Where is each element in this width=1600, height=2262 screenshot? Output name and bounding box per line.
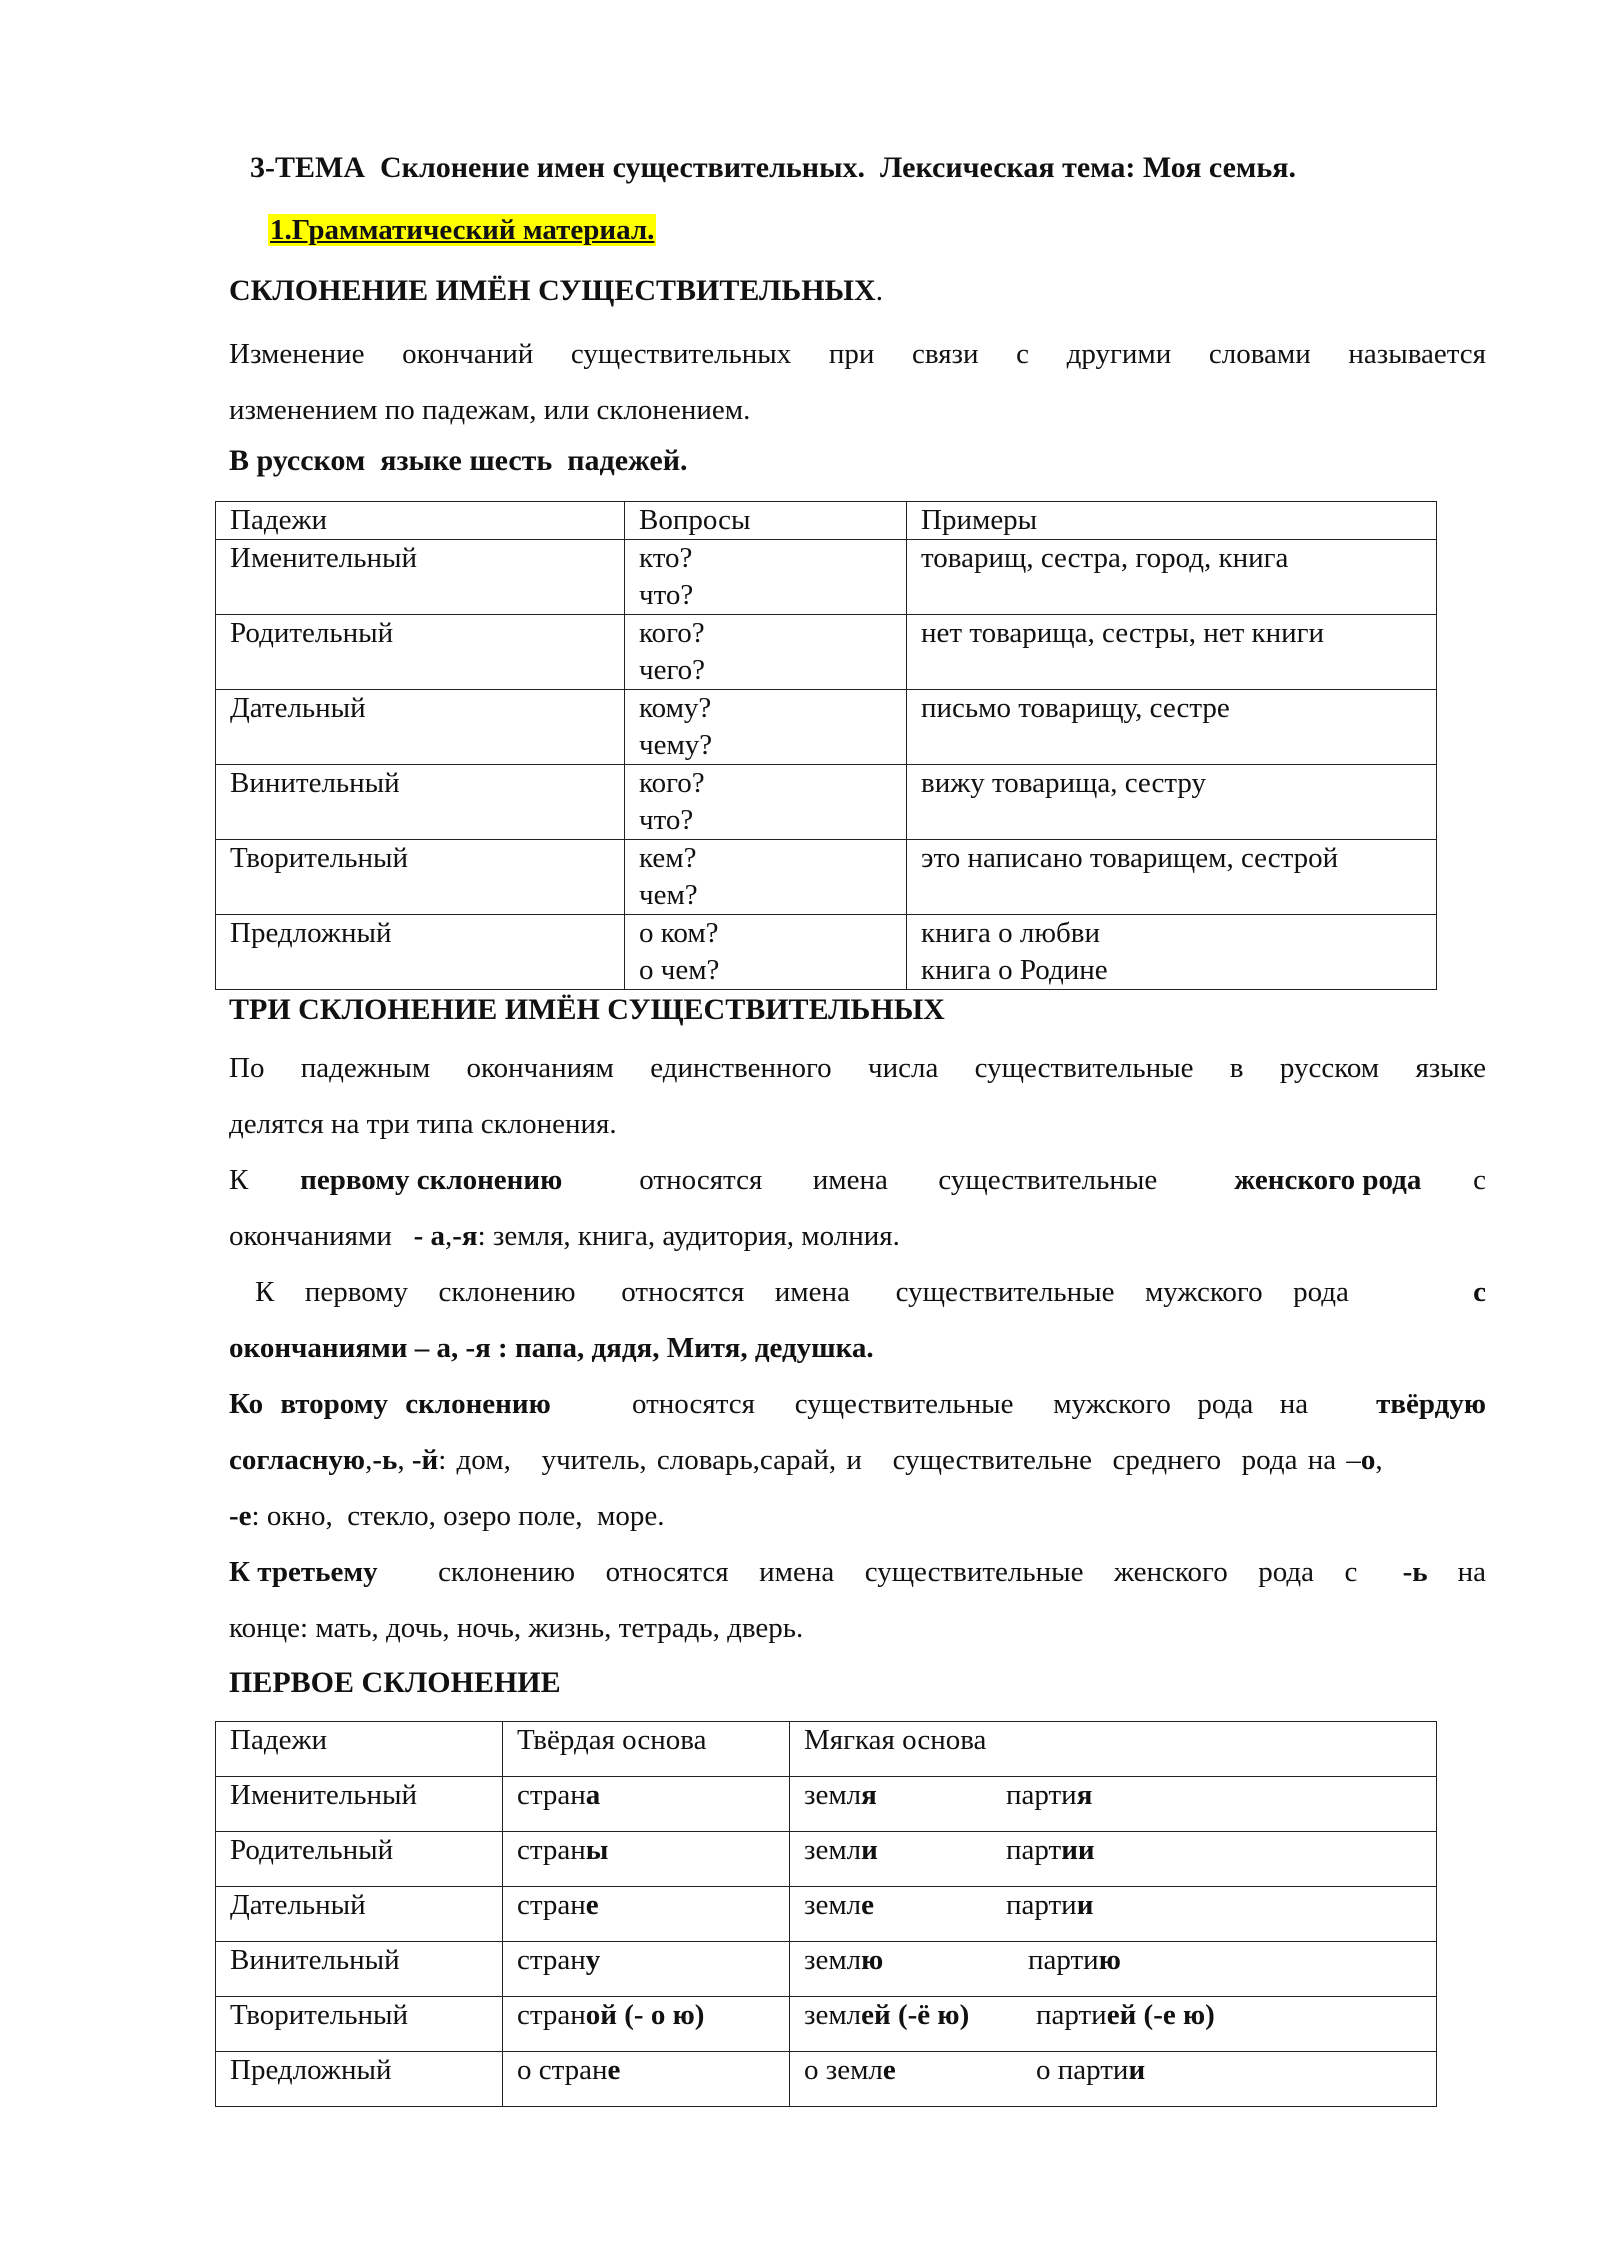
first-declension-table [215, 1721, 1437, 2107]
case-cell: Дательный [216, 690, 625, 765]
text-span: : дом, учитель, словарь,сарай, и существительне среднего рода на – [438, 1444, 1361, 1476]
question-cell [625, 615, 907, 690]
paragraph-line [229, 1544, 1486, 1600]
ending-text: ю [1098, 1944, 1121, 1976]
ending-text: ы [585, 1834, 609, 1866]
text-span: склонению относятся имена существительные женского рода с [407, 1556, 1373, 1588]
text-span: с [1473, 1164, 1486, 1196]
text-span: К первому склонению относятся имена существительные мужского рода [255, 1276, 1365, 1308]
case-cell: Дательный [216, 1887, 503, 1942]
grammar-material-subtitle: 1.Грамматический материал. [270, 214, 655, 246]
three-declensions-heading: ТРИ СКЛОНЕНИЕ ИМЁН СУЩЕСТВИТЕЛЬНЫХ [229, 993, 945, 1026]
question-cell [625, 765, 907, 840]
question-text: кому? [639, 692, 712, 724]
hard-stem-cell [503, 2052, 790, 2107]
bold-term: Ко второму склонению [229, 1388, 551, 1420]
ending-text: я [1076, 1779, 1093, 1811]
ending-text: у [585, 1944, 601, 1976]
hard-stem-cell [503, 1832, 790, 1887]
example-cell [907, 915, 1437, 990]
ending-text: и [861, 1834, 878, 1866]
ending-text: ей (-ё ю) [861, 1999, 970, 2031]
stem-text: стран [517, 1834, 586, 1866]
question-text: кого? [639, 767, 705, 799]
hard-stem-cell [503, 1887, 790, 1942]
bold-term: с [1473, 1276, 1486, 1308]
soft-stem-cell [790, 2052, 1437, 2107]
header-cell: Падежи [216, 502, 625, 540]
subtitle-wrapper [268, 214, 656, 247]
ending-text: и [1128, 2054, 1146, 2086]
table-row [216, 765, 1437, 840]
paragraph-first-declension-masculine [229, 1264, 1486, 1376]
question-text: чему? [639, 729, 713, 761]
table-row [216, 540, 1437, 615]
case-cell: Предложный [216, 915, 625, 990]
text-span: , [397, 1444, 412, 1476]
table-header-row [216, 1722, 1437, 1777]
header-cell: Мягкая основа [790, 1722, 1437, 1777]
text-span: относятся существительные мужского рода на [605, 1388, 1322, 1420]
ending-text: е [861, 1889, 875, 1921]
paragraph-definition [229, 326, 1486, 438]
question-text: что? [639, 579, 694, 611]
paragraph-line [229, 1376, 1486, 1432]
bold-term: -я [452, 1220, 478, 1252]
text-span: , [1375, 1444, 1383, 1476]
table-row [216, 1942, 1437, 1997]
example-cell [907, 765, 1437, 840]
paragraph-first-declension-feminine [229, 1152, 1486, 1264]
table-row [216, 915, 1437, 990]
question-text: о чем? [639, 954, 720, 986]
stem-text: земл [804, 1779, 862, 1811]
case-cell: Предложный [216, 2052, 503, 2107]
case-cell: Именительный [216, 540, 625, 615]
question-cell [625, 540, 907, 615]
example-text: книга о любви [921, 917, 1100, 949]
case-cell: Творительный [216, 840, 625, 915]
ending-text: я [861, 1779, 877, 1811]
paragraph-line [229, 1432, 1486, 1488]
stem-text: о парти [1036, 2054, 1129, 2086]
question-text: кто? [639, 542, 693, 574]
example-text: вижу товарища, сестру [921, 767, 1207, 799]
stem-text: земл [804, 1944, 862, 1976]
paragraph-line [229, 1152, 1486, 1208]
stem-text: земл [804, 1834, 862, 1866]
text-span: : окно, стекло, озеро поле, море. [251, 1500, 665, 1532]
ending-text: а [585, 1779, 601, 1811]
example-cell [907, 690, 1437, 765]
question-text: кем? [639, 842, 697, 874]
stem-text: парти [1036, 1999, 1107, 2031]
paragraph-second-declension [229, 1376, 1486, 1544]
example-text: книга о Родине [921, 954, 1108, 986]
stem-text: земл [804, 1889, 862, 1921]
header-cell: Твёрдая основа [503, 1722, 790, 1777]
example-text: письмо товарищу, сестре [921, 692, 1230, 724]
question-text: кого? [639, 617, 705, 649]
stem-text: о стран [517, 2054, 608, 2086]
soft-stem-cell [790, 1832, 1437, 1887]
stem-text: стран [517, 1889, 586, 1921]
paragraph-line [229, 1320, 1486, 1376]
bold-term: женского рода [1234, 1164, 1422, 1196]
stem-text: парт [1006, 1834, 1062, 1866]
header-cell: Падежи [216, 1722, 503, 1777]
ending-text: и [1076, 1889, 1094, 1921]
paragraph-three-types [229, 1040, 1486, 1152]
header-cell: Вопросы [625, 502, 907, 540]
table-header-row [216, 502, 1437, 540]
text-span: окончаниями [229, 1220, 414, 1252]
paragraph-line [229, 1488, 1486, 1544]
paragraph-line: изменением по падежам, или склонением. [229, 394, 751, 426]
soft-stem-cell [790, 1997, 1437, 2052]
bold-term: -й [411, 1444, 439, 1476]
hard-stem-cell [503, 1942, 790, 1997]
bold-term: -ь [372, 1444, 398, 1476]
table-row [216, 1777, 1437, 1832]
heading-text: СКЛОНЕНИЕ ИМЁН СУЩЕСТВИТЕЛЬНЫХ [229, 274, 876, 307]
document-title: 3-ТЕМА Склонение имен существительных. Лексическая тема: Моя семья. [250, 151, 1296, 184]
paragraph-line [229, 1208, 1486, 1264]
text-span: относятся имена существительные [614, 1164, 1183, 1196]
ending-text: ии [1061, 1834, 1095, 1866]
bold-term: первому склонению [300, 1164, 563, 1196]
ending-text: ей (-е ю) [1106, 1999, 1215, 2031]
paragraph-line: По падежным окончаниям единственного числа существительные в русском языке [229, 1052, 1486, 1084]
question-text: что? [639, 804, 694, 836]
soft-stem-cell [790, 1887, 1437, 1942]
stem-text: стран [517, 1779, 586, 1811]
section-heading-declension [229, 274, 883, 308]
ending-text: е [607, 2054, 621, 2086]
text-span: , [445, 1220, 453, 1252]
question-text: чем? [639, 879, 698, 911]
six-cases-heading: В русском языке шесть падежей. [229, 444, 688, 477]
case-cell: Родительный [216, 1832, 503, 1887]
stem-text: стран [517, 1944, 586, 1976]
stem-text: парти [1028, 1944, 1099, 1976]
example-cell [907, 540, 1437, 615]
question-cell [625, 690, 907, 765]
bold-term: окончаниями – а, -я : папа, дядя, Митя, дедушка. [229, 1332, 874, 1364]
bold-term: - а [413, 1220, 446, 1252]
header-cell: Примеры [907, 502, 1437, 540]
ending-text: е [585, 1889, 599, 1921]
text-span: К [229, 1164, 249, 1196]
bold-term: -ь [1402, 1556, 1428, 1588]
stem-text: о земл [804, 2054, 883, 2086]
paragraph-third-declension [229, 1544, 1486, 1656]
stem-text: земл [804, 1999, 862, 2031]
bold-term: К третьему [229, 1556, 378, 1588]
example-text: это написано товарищем, сестрой [921, 842, 1339, 874]
paragraph-line: делятся на три типа склонения. [229, 1108, 617, 1140]
example-cell [907, 615, 1437, 690]
paragraph-line: Изменение окончаний существительных при связи с другими словами называется [229, 338, 1486, 370]
table-row [216, 840, 1437, 915]
table-row [216, 1832, 1437, 1887]
text-span: : земля, книга, аудитория, молния. [477, 1220, 900, 1252]
ending-text: е [882, 2054, 896, 2086]
question-text: чего? [639, 654, 706, 686]
text-span: на [1457, 1556, 1486, 1588]
ending-text: ю [861, 1944, 884, 1976]
case-cell: Именительный [216, 1777, 503, 1832]
soft-stem-cell [790, 1777, 1437, 1832]
ending-text: ой (- о ю) [585, 1999, 705, 2031]
bold-term: твёрдую [1376, 1388, 1486, 1420]
example-text: нет товарища, сестры, нет книги [921, 617, 1325, 649]
text-span: , [365, 1444, 373, 1476]
stem-text: парти [1006, 1889, 1077, 1921]
paragraph-line [229, 1264, 1486, 1320]
question-cell [625, 840, 907, 915]
case-cell: Винительный [216, 765, 625, 840]
heading-dot: . [875, 274, 884, 307]
case-cell: Родительный [216, 615, 625, 690]
bold-term: -е [229, 1500, 252, 1532]
example-text: товарищ, сестра, город, книга [921, 542, 1289, 574]
paragraph-line: конце: мать, дочь, ночь, жизнь, тетрадь, дверь. [229, 1612, 804, 1644]
case-cell: Винительный [216, 1942, 503, 1997]
hard-stem-cell [503, 1777, 790, 1832]
table-row [216, 690, 1437, 765]
table-row [216, 1887, 1437, 1942]
bold-term: согласную [229, 1444, 366, 1476]
table-row [216, 615, 1437, 690]
table-row [216, 1997, 1437, 2052]
soft-stem-cell [790, 1942, 1437, 1997]
cases-table [215, 501, 1437, 990]
case-cell: Творительный [216, 1997, 503, 2052]
question-cell [625, 915, 907, 990]
hard-stem-cell [503, 1997, 790, 2052]
table-row [216, 2052, 1437, 2107]
first-declension-heading: ПЕРВОЕ СКЛОНЕНИЕ [229, 1666, 561, 1699]
example-cell [907, 840, 1437, 915]
question-text: о ком? [639, 917, 719, 949]
stem-text: стран [517, 1999, 586, 2031]
bold-term: о [1360, 1444, 1376, 1476]
stem-text: парти [1006, 1779, 1077, 1811]
